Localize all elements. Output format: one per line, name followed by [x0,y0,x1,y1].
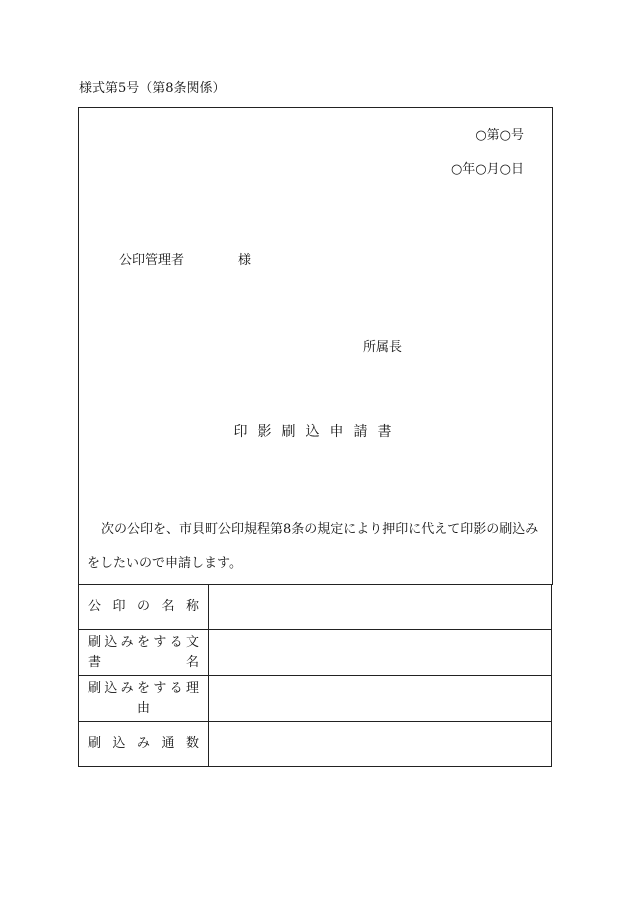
seal-name-value[interactable] [209,585,552,630]
seal-name-label: 公印の名称 [88,599,199,614]
seal-name-label-cell [79,585,209,630]
document-date: ○年○月○日 [450,162,524,177]
document-name-label-cell [79,630,209,676]
table-row [79,585,552,630]
document-title: 印影刷込申請書 [233,424,402,440]
document-number: ○第○号 [475,128,524,143]
table-row [79,722,552,767]
table-row [79,630,552,676]
reason-label-cell [79,676,209,722]
copy-count-value[interactable] [209,722,552,767]
reason-label-line2: 由 [136,700,150,716]
reason-value[interactable] [209,676,552,722]
sender: 所属長 [363,340,403,355]
document-name-label-line2: 書名 [88,654,199,670]
copy-count-label: 刷込み通数 [88,736,199,751]
addressee-honorific: 様 [238,253,252,268]
application-form-frame [78,107,553,585]
reason-label-line1: 刷込みをする理 [88,680,199,696]
document-name-value[interactable] [209,630,552,676]
request-body-text: 次の公印を、市貝町公印規程第8条の規定により押印に代えて印影の刷込みをしたいので申請します。 [87,522,539,571]
document-name-label-line1: 刷込みをする文 [88,634,199,650]
addressee: 公印管理者 [119,253,185,268]
table-row [79,676,552,722]
copy-count-label-cell [79,722,209,767]
form-number-label: 様式第5号（第8条関係） [79,81,226,96]
details-table [78,584,552,767]
